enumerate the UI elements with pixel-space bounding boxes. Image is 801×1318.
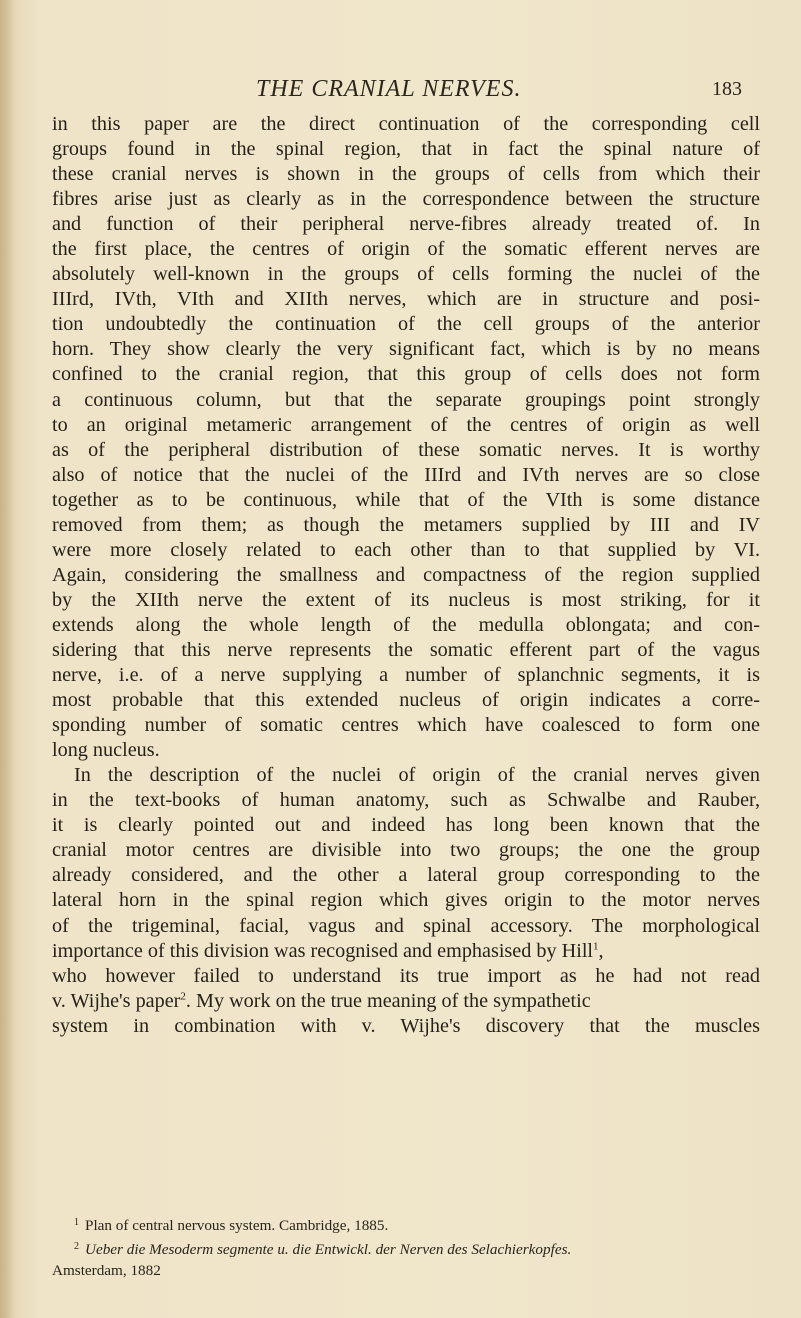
footnote-2-continued: Amsterdam, 1882 (52, 1262, 161, 1279)
running-title: THE CRANIAL NERVES. (256, 76, 522, 102)
text-line: IIIrd, IVth, VIth and XIIth nerves, which are in structure and posi- (52, 288, 760, 311)
text-line: it is clearly pointed out and indeed has long been known that the (52, 814, 760, 837)
footnote-mark: 2 (74, 1241, 79, 1252)
text-line-with-footnote (52, 939, 760, 964)
text-line: removed from them; as though the metamers supplied by III and IV (52, 513, 760, 536)
text-line: of the trigeminal, facial, vagus and spinal accessory. The morphological (52, 914, 760, 937)
text-line: the first place, the centres of origin of the somatic efferent nerves are (52, 238, 760, 261)
line-text: importance of this division was recognised and emphasised by Hill (52, 939, 594, 962)
text-line: nerve, i.e. of a nerve supplying a number of splanchnic segments, it is (52, 664, 760, 687)
text-line: system in combination with v. Wijhe's discovery that the muscles (52, 1014, 760, 1037)
text-line: who however failed to understand its true import as he had not read (52, 964, 760, 987)
page-header (0, 76, 801, 106)
text-line: extends along the whole length of the medulla oblongata; and con- (52, 613, 760, 636)
footnote-1 (52, 1212, 760, 1236)
text-line: groups found in the spinal region, that in fact the spinal nature of (52, 138, 760, 161)
text-line: in this paper are the direct continuation of the corresponding cell (52, 113, 760, 135)
text-line: sponding number of somatic centres which have coalesced to form one (52, 714, 760, 737)
text-line-with-footnote (52, 989, 760, 1014)
footnote-title: Ueber die Mesoderm segmente u. die Entwickl. der Nerven des Selachierkopfes. (85, 1241, 572, 1258)
text-line: a continuous column, but that the separate groupings point strongly (52, 388, 760, 411)
line-text: v. Wijhe's paper (52, 989, 181, 1012)
text-line: confined to the cranial region, that this group of cells does not form (52, 363, 760, 386)
footnote-2 (52, 1236, 760, 1260)
body-text (52, 112, 760, 1039)
text-line: together as to be continuous, while that of the VIth is some distance (52, 488, 760, 511)
text-line: fibres arise just as clearly as in the correspondence between the structure (52, 188, 760, 211)
footnote-text: Plan of central nervous system. Cambridge, 1885. (85, 1217, 389, 1234)
text-line: to an original metameric arrangement of the centres of origin as well (52, 413, 760, 436)
text-line: Again, considering the smallness and compactness of the region supplied (52, 563, 760, 586)
text-line: most probable that this extended nucleus of origin indicates a corre- (52, 689, 760, 712)
text-line: long nucleus. (52, 739, 160, 762)
text-line: lateral horn in the spinal region which gives origin to the motor nerves (52, 889, 760, 912)
text-line: were more closely related to each other than to that supplied by VI. (52, 538, 760, 561)
footnote-mark: 1 (74, 1217, 79, 1228)
binding-shadow (0, 0, 14, 1318)
text-line: also of notice that the nuclei of the IIIrd and IVth nerves are so close (52, 463, 760, 486)
text-line: these cranial nerves is shown in the groups of cells from which their (52, 163, 760, 186)
footnote-ref-2[interactable]: 2 (180, 989, 186, 1002)
text-line: as of the peripheral distribution of these somatic nerves. It is worthy (52, 438, 760, 461)
text-line: in the text-books of human anatomy, such as Schwalbe and Rauber, (52, 789, 760, 812)
text-line: horn. They show clearly the very significant fact, which is by no means (52, 338, 760, 361)
footnote-ref-1[interactable]: 1 (593, 939, 599, 952)
text-line: absolutely well-known in the groups of cells forming the nuclei of the (52, 263, 760, 286)
line-tail: , (598, 939, 604, 962)
text-line: already considered, and the other a lateral group corresponding to the (52, 864, 760, 887)
text-line: and function of their peripheral nerve-fibres already treated of. In (52, 213, 760, 236)
text-line: In the description of the nuclei of origin of the cranial nerves given (74, 764, 760, 787)
footnotes (52, 1212, 760, 1281)
text-line: by the XIIth nerve the extent of its nucleus is most striking, for it (52, 588, 760, 611)
text-line: tion undoubtedly the continuation of the cell groups of the anterior (52, 313, 760, 336)
line-tail: . My work on the true meaning of the sympathetic (185, 989, 591, 1012)
text-line: sidering that this nerve represents the somatic efferent part of the vagus (52, 638, 760, 661)
text-line: cranial motor centres are divisible into two groups; the one the group (52, 839, 760, 862)
page-number: 183 (712, 78, 742, 100)
